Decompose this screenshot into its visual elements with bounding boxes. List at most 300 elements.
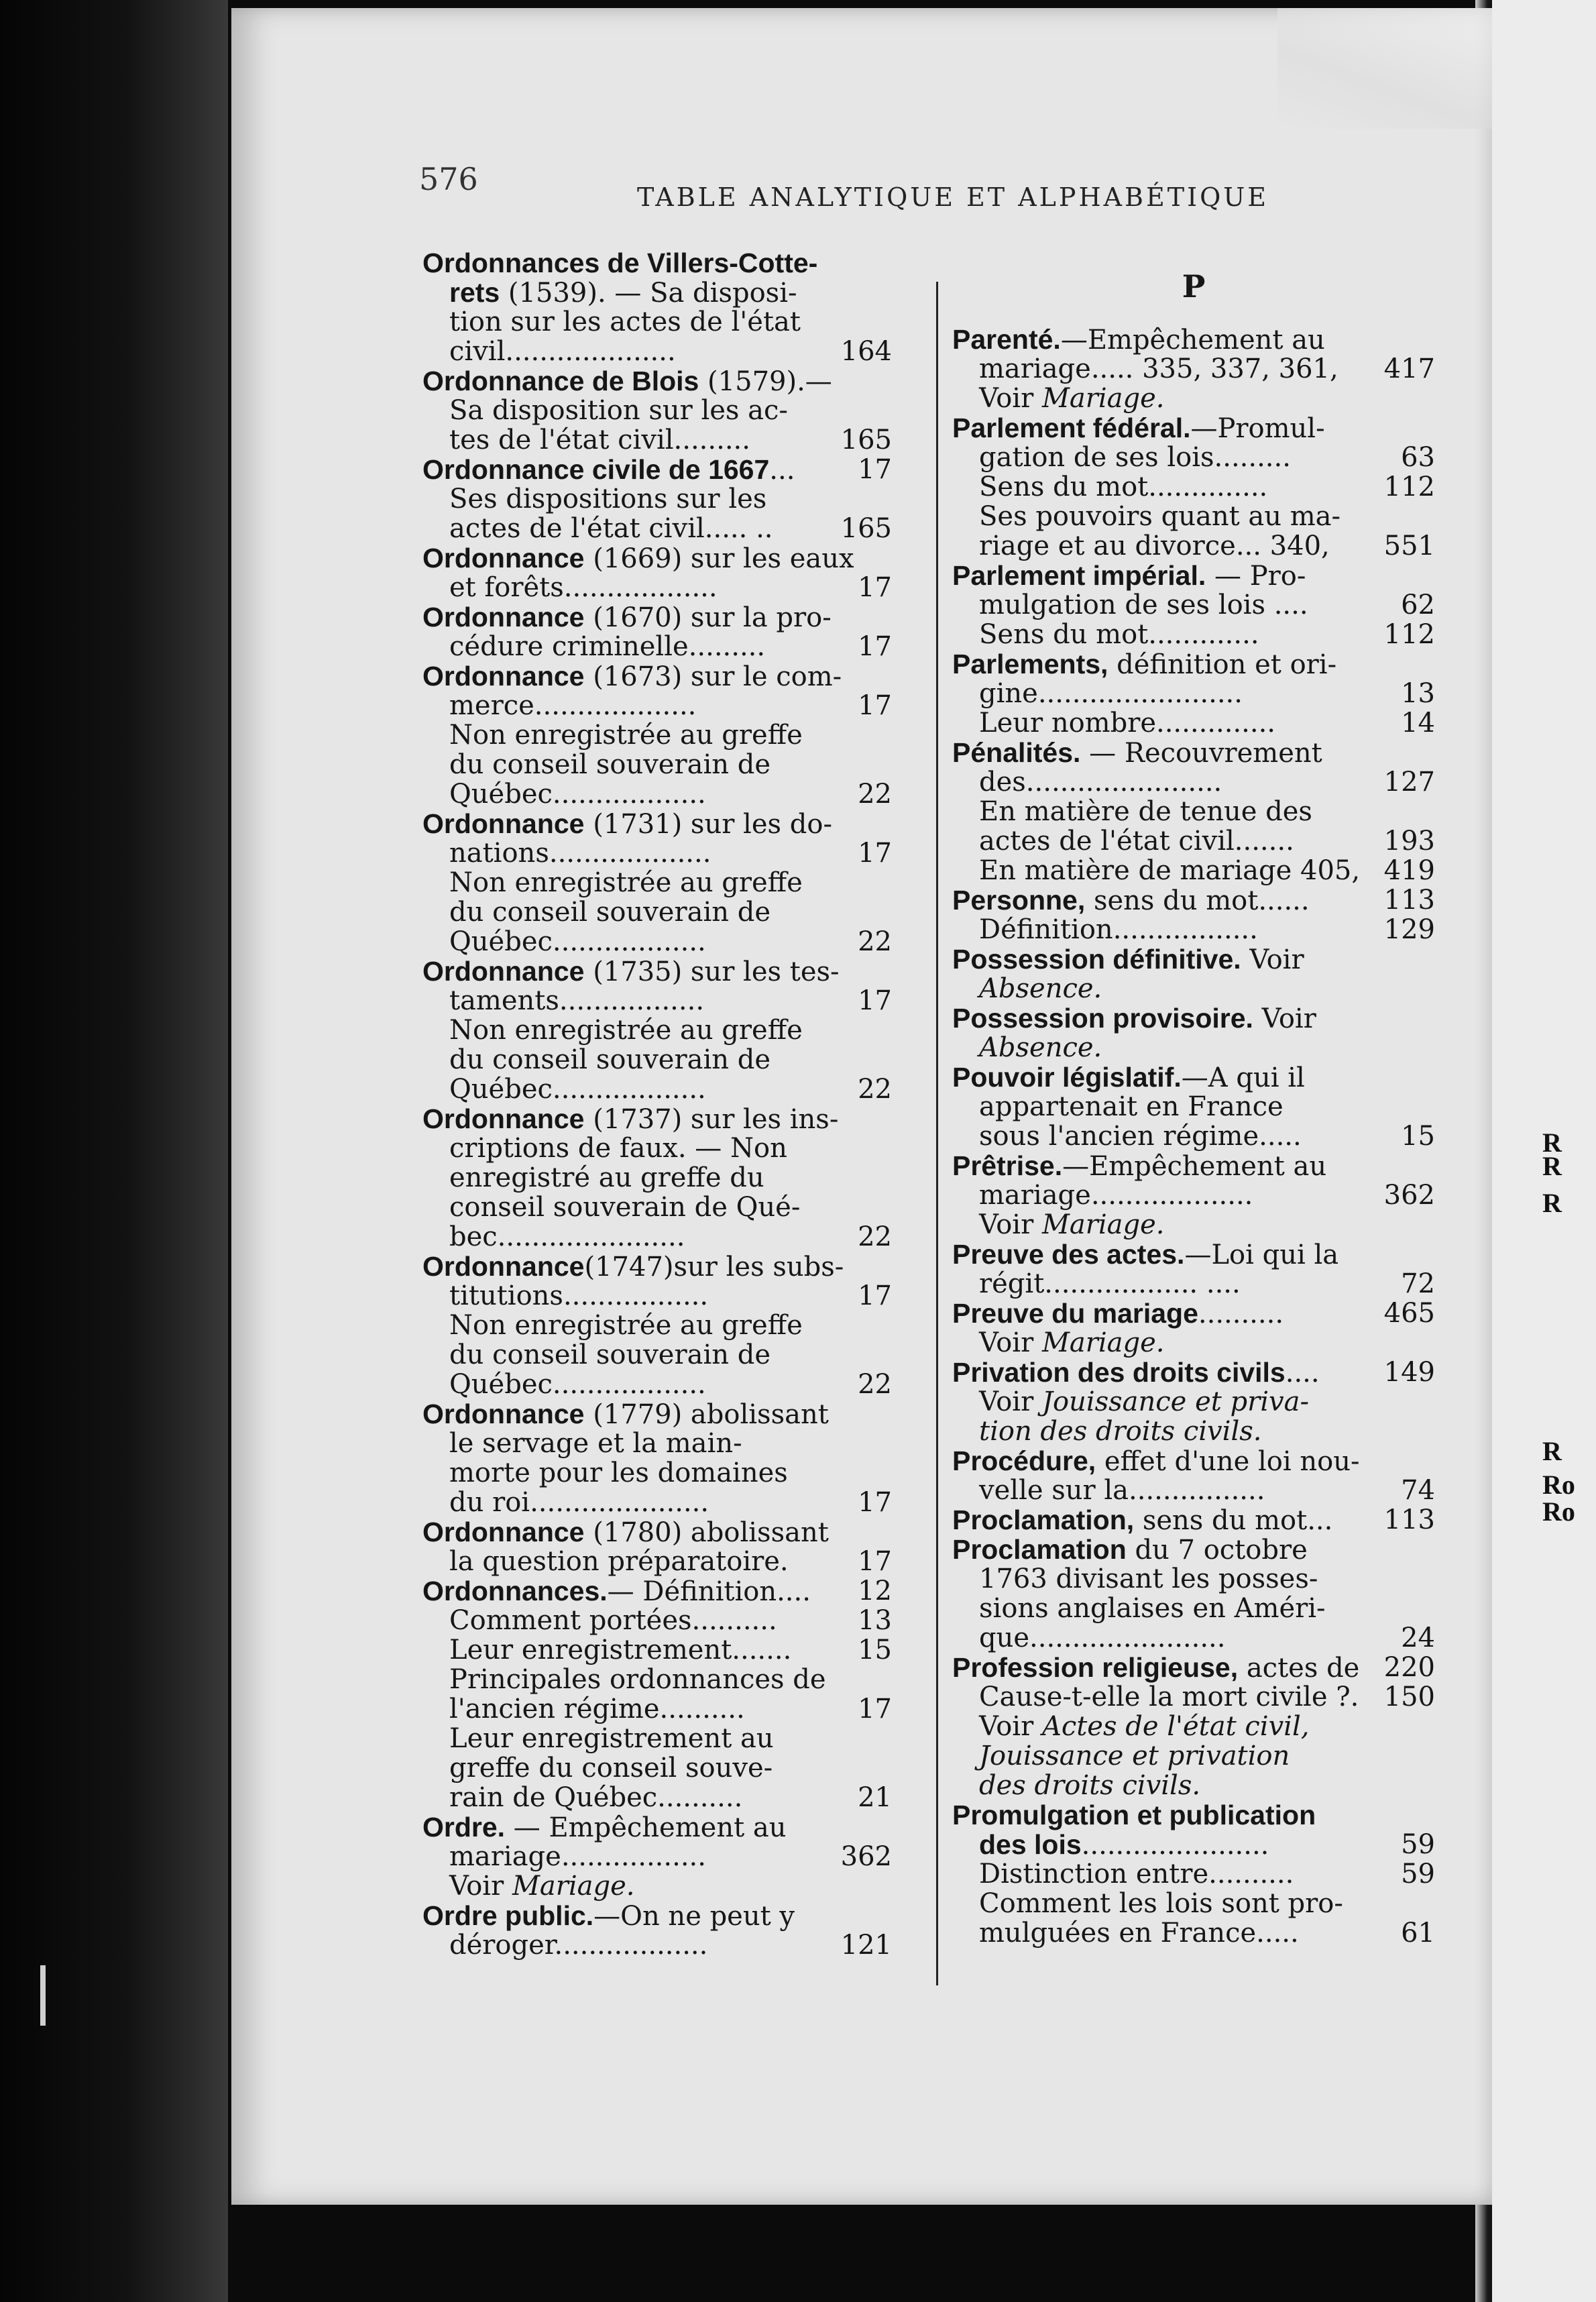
entry-text: du 7 octobre xyxy=(1126,1535,1308,1566)
entry-text: bec...................... xyxy=(449,1221,685,1252)
entry-line xyxy=(422,1045,892,1075)
entry-line xyxy=(422,691,892,720)
index-entry xyxy=(952,1240,1435,1299)
entry-line xyxy=(422,1724,892,1753)
next-page-fragment: R xyxy=(1542,1128,1562,1158)
entry-text: — Empêchement au xyxy=(505,1812,787,1843)
page-reference: 150 xyxy=(1383,1682,1435,1712)
index-entry xyxy=(952,1653,1435,1800)
entry-text: du conseil souverain de xyxy=(449,1044,771,1075)
entry-text: (1579).— xyxy=(699,366,832,397)
entry-line xyxy=(422,307,892,337)
entry-text: la question préparatoire. xyxy=(449,1546,789,1577)
entry-text: —On ne peut y xyxy=(593,1901,795,1932)
entry-text: ... xyxy=(769,455,795,486)
page-reference: 419 xyxy=(1383,855,1435,886)
entry-text: (1780) abolissant xyxy=(584,1517,829,1548)
index-entry xyxy=(952,325,1435,413)
page-reference: 15 xyxy=(858,1635,892,1665)
entry-line xyxy=(422,396,892,425)
entry-line xyxy=(952,620,1435,649)
entry-line xyxy=(952,826,1435,856)
entry-text: cédure criminelle......... xyxy=(449,631,766,662)
entry-text: conseil souverain de Qué- xyxy=(449,1192,801,1223)
index-entry xyxy=(422,1252,892,1399)
index-entry xyxy=(952,1151,1435,1240)
page-reference: 72 xyxy=(1401,1268,1435,1299)
headword: Possession provisoire. xyxy=(952,1003,1253,1034)
next-page-fragment: Ro xyxy=(1542,1496,1575,1527)
headword: Parenté. xyxy=(952,324,1061,355)
entry-line xyxy=(422,1665,892,1694)
entry-line xyxy=(952,1151,1435,1181)
entry-text: Cause-t-elle la mort civile ?. xyxy=(979,1682,1359,1712)
entry-text: Voir xyxy=(449,1871,512,1902)
page-reference: 15 xyxy=(1401,1121,1435,1152)
entry-text: (1779) abolissant xyxy=(584,1399,829,1430)
page-reference: 17 xyxy=(858,631,892,662)
entry-line xyxy=(952,1830,1435,1859)
entry-line xyxy=(952,1062,1435,1092)
page-reference: 113 xyxy=(1383,1504,1435,1535)
cross-reference: des droits civils. xyxy=(979,1770,1201,1801)
entry-line xyxy=(952,915,1435,944)
entry-text: Leur enregistrement....... xyxy=(449,1635,792,1665)
entry-line xyxy=(422,1753,892,1783)
headword: Profession religieuse, xyxy=(952,1652,1239,1683)
entry-text: du conseil souverain de xyxy=(449,749,771,780)
entry-text: merce................... xyxy=(449,690,697,721)
entry-line xyxy=(952,1387,1435,1417)
entry-text: régit.................. .... xyxy=(979,1268,1241,1299)
entry-text: le servage et la main- xyxy=(449,1428,742,1459)
headword: Ordonnance xyxy=(422,1103,585,1134)
entry-text: Québec.................. xyxy=(449,926,706,957)
entry-text: Voir xyxy=(979,383,1042,414)
entry-line xyxy=(422,1812,892,1842)
entry-line xyxy=(952,708,1435,738)
headword: rets xyxy=(449,277,500,308)
entry-line xyxy=(952,1476,1435,1505)
entry-line xyxy=(422,1163,892,1193)
headword: Privation des droits civils xyxy=(952,1357,1286,1388)
entry-text: Voir xyxy=(979,1327,1042,1358)
headword: Preuve des actes. xyxy=(952,1239,1185,1270)
page-reference: 17 xyxy=(858,1280,892,1311)
entry-line xyxy=(952,1771,1435,1800)
index-entry xyxy=(952,944,1435,1003)
entry-text: mariage................... xyxy=(979,1180,1253,1211)
entry-line xyxy=(952,1328,1435,1358)
headword: Pouvoir législatif. xyxy=(952,1062,1182,1093)
entry-line xyxy=(422,1458,892,1488)
headword: Ordonnance xyxy=(422,956,585,987)
entry-text: du conseil souverain de xyxy=(449,897,771,928)
entry-line xyxy=(952,1682,1435,1712)
page-reference: 164 xyxy=(840,336,892,367)
entry-text: —A qui il xyxy=(1181,1062,1305,1093)
entry-line xyxy=(422,632,892,661)
entry-text: taments................. xyxy=(449,985,705,1016)
entry-line xyxy=(952,443,1435,472)
entry-text: enregistré au greffe du xyxy=(449,1162,764,1193)
entry-line xyxy=(422,1429,892,1458)
headword: Possession définitive. xyxy=(952,944,1241,975)
page-reference: 220 xyxy=(1383,1652,1435,1683)
headword: Ordonnance xyxy=(422,602,585,633)
entry-line xyxy=(422,1016,892,1045)
headword: Ordonnance de Blois xyxy=(422,366,699,396)
next-page-fragment: Ro xyxy=(1542,1470,1575,1500)
page-reference: 17 xyxy=(858,572,892,603)
entry-line xyxy=(422,425,892,455)
entry-text: tion sur les actes de l'état xyxy=(449,307,801,337)
entry-line xyxy=(422,1871,892,1901)
entry-text: gine........................ xyxy=(979,678,1243,709)
entry-text: En matière de tenue des xyxy=(979,796,1312,827)
entry-text: (1737) sur les ins- xyxy=(584,1104,839,1135)
entry-line xyxy=(422,897,892,927)
entry-line xyxy=(422,1635,892,1665)
entry-line xyxy=(422,986,892,1016)
entry-line xyxy=(422,602,892,632)
headword: Ordre. xyxy=(422,1812,506,1843)
entry-text: — Recouvrement xyxy=(1080,738,1322,769)
entry-line xyxy=(952,1653,1435,1682)
cross-reference: Mariage. xyxy=(1041,1327,1165,1358)
next-page-fragment: R xyxy=(1542,1436,1562,1466)
index-entry xyxy=(952,561,1435,649)
entry-line xyxy=(952,531,1435,561)
entry-line xyxy=(952,767,1435,797)
cross-reference: tion des droits civils. xyxy=(979,1416,1262,1447)
entry-text: Voir xyxy=(979,1711,1042,1742)
index-entry xyxy=(422,1812,892,1901)
headword: Ordonnance xyxy=(422,1251,585,1282)
entry-line xyxy=(422,455,892,484)
entry-text: velle sur la................ xyxy=(979,1475,1265,1506)
entry-line xyxy=(952,944,1435,974)
entry-line xyxy=(952,413,1435,443)
page-reference: 17 xyxy=(858,1546,892,1577)
entry-line xyxy=(952,1889,1435,1918)
headword: Ordonnance xyxy=(422,808,585,839)
entry-text: Sens du mot............. xyxy=(979,619,1259,650)
index-entry xyxy=(952,738,1435,885)
entry-text: actes de l'état civil..... .. xyxy=(449,513,773,544)
entry-line xyxy=(952,1712,1435,1741)
entry-text: (1747)sur les subs- xyxy=(584,1252,844,1282)
entry-text: Québec.................. xyxy=(449,779,706,810)
entry-text: —Empêchement au xyxy=(1062,1151,1327,1182)
entry-line xyxy=(952,1594,1435,1623)
page-reference: 17 xyxy=(858,985,892,1016)
entry-line xyxy=(952,974,1435,1003)
entry-line xyxy=(952,1505,1435,1535)
entry-line xyxy=(952,1918,1435,1948)
index-entry xyxy=(422,1104,892,1252)
entry-line xyxy=(422,1783,892,1812)
page-number: 576 xyxy=(419,161,478,197)
page-reference: 113 xyxy=(1383,885,1435,916)
entry-text: Comment portées.......... xyxy=(449,1605,777,1636)
entry-line xyxy=(422,1517,892,1547)
page-reference: 12 xyxy=(858,1576,892,1606)
entry-line xyxy=(422,1901,892,1930)
headword: Procédure, xyxy=(952,1445,1096,1476)
left-binding-shadow xyxy=(0,0,228,2302)
entry-text: (1539). — Sa disposi- xyxy=(500,278,797,309)
index-entry xyxy=(422,455,892,543)
entry-text: Non enregistrée au greffe xyxy=(449,720,803,751)
entry-text: Définition................. xyxy=(979,914,1258,945)
entry-text: Voir xyxy=(1241,944,1304,975)
index-entry xyxy=(952,1535,1435,1653)
entry-line xyxy=(422,484,892,514)
entry-text: Voir xyxy=(979,1209,1042,1240)
entry-text: Non enregistrée au greffe xyxy=(449,867,803,898)
page-reference: 112 xyxy=(1383,619,1435,650)
entry-text: définition et ori- xyxy=(1108,649,1337,680)
page-reference: 17 xyxy=(858,1694,892,1724)
page-reference: 13 xyxy=(858,1605,892,1636)
headword: Ordonnances de Villers-Cotte- xyxy=(422,248,818,278)
entry-line xyxy=(422,1488,892,1517)
entry-text: sens du mot...... xyxy=(1085,885,1310,916)
entry-text: rain de Québec.......... xyxy=(449,1782,743,1813)
entry-line xyxy=(422,1606,892,1635)
entry-text: appartenait en France xyxy=(979,1091,1284,1122)
left-index-column xyxy=(422,248,892,1960)
headword: Ordonnance xyxy=(422,543,585,573)
page-reference: 22 xyxy=(858,1221,892,1252)
entry-line xyxy=(952,1210,1435,1240)
headword: Parlement fédéral. xyxy=(952,413,1191,443)
entry-text: tes de l'état civil......... xyxy=(449,425,750,455)
entry-text: (1731) sur les do- xyxy=(584,809,832,840)
headword: des lois xyxy=(979,1829,1082,1860)
page-curl xyxy=(1277,8,1492,129)
entry-line xyxy=(422,1252,892,1281)
entry-text: Sa disposition sur les ac- xyxy=(449,395,788,426)
index-entry xyxy=(422,1517,892,1576)
entry-text: civil.................... xyxy=(449,336,676,367)
entry-text: nations................... xyxy=(449,838,711,869)
index-entry xyxy=(422,1576,892,1812)
headword: Proclamation xyxy=(952,1534,1127,1565)
index-entry xyxy=(422,602,892,661)
entry-line xyxy=(422,366,892,396)
page-reference: 165 xyxy=(840,513,892,544)
entry-line xyxy=(952,856,1435,885)
entry-text: Ses dispositions sur les xyxy=(449,484,767,514)
entry-text: Comment les lois sont pro- xyxy=(979,1888,1343,1919)
page-reference: 74 xyxy=(1401,1475,1435,1506)
entry-line xyxy=(422,1547,892,1576)
entry-line xyxy=(952,1003,1435,1033)
entry-text: mariage................. xyxy=(449,1841,706,1872)
page-reference: 121 xyxy=(840,1930,892,1961)
page-reference: 59 xyxy=(1401,1829,1435,1860)
entry-text: l'ancien régime.......... xyxy=(449,1694,745,1724)
entry-line xyxy=(422,337,892,366)
right-index-column xyxy=(952,268,1435,1948)
index-entry xyxy=(422,661,892,809)
entry-line xyxy=(952,1564,1435,1594)
entry-line xyxy=(422,779,892,809)
entry-line xyxy=(422,750,892,779)
entry-text: mariage..... 335, 337, 361, xyxy=(979,353,1338,384)
entry-text: 1763 divisant les posses- xyxy=(979,1564,1318,1594)
headword: Pénalités. xyxy=(952,737,1081,768)
entry-line xyxy=(422,956,892,986)
entry-text: Principales ordonnances de xyxy=(449,1664,826,1695)
page-reference: 129 xyxy=(1383,914,1435,945)
entry-text: du conseil souverain de xyxy=(449,1339,771,1370)
index-entry xyxy=(952,413,1435,561)
index-entry xyxy=(422,1399,892,1517)
entry-text: actes de xyxy=(1238,1653,1360,1684)
entry-text: .......... xyxy=(1198,1299,1284,1329)
entry-text: greffe du conseil souve- xyxy=(449,1753,773,1784)
page-reference: 465 xyxy=(1383,1298,1435,1329)
headword: Proclamation, xyxy=(952,1504,1135,1535)
entry-text: titutions................. xyxy=(449,1280,709,1311)
entry-line xyxy=(952,384,1435,413)
entry-line xyxy=(952,1269,1435,1299)
cross-reference: Mariage. xyxy=(1041,383,1165,414)
index-entry xyxy=(422,1901,892,1960)
entry-line xyxy=(422,1930,892,1960)
entry-line xyxy=(952,1092,1435,1121)
entry-line xyxy=(952,1859,1435,1889)
page-reference: 62 xyxy=(1401,590,1435,620)
headword: Parlement impérial. xyxy=(952,560,1206,591)
entry-line xyxy=(952,1623,1435,1653)
headword: Ordonnance xyxy=(422,1399,585,1429)
entry-line xyxy=(952,472,1435,502)
page-reference: 17 xyxy=(858,454,892,485)
cross-reference: Absence. xyxy=(979,1032,1102,1063)
entry-line xyxy=(952,502,1435,531)
headword: Ordonnance civile de 1667 xyxy=(422,454,770,485)
index-entry xyxy=(422,248,892,366)
entry-line xyxy=(422,248,892,278)
entry-text: Québec.................. xyxy=(449,1369,706,1400)
entry-text: — Définition.... xyxy=(607,1576,811,1607)
entry-text: riage et au divorce... 340, xyxy=(979,531,1330,561)
entry-line xyxy=(422,1842,892,1871)
cross-reference: Jouissance et privation xyxy=(979,1741,1290,1771)
entry-line xyxy=(422,1311,892,1340)
index-entry xyxy=(952,1505,1435,1535)
entry-line xyxy=(422,809,892,838)
cross-reference: Actes de l'état civil, xyxy=(1041,1711,1310,1742)
index-entry xyxy=(952,1358,1435,1446)
entry-text: (1670) sur la pro- xyxy=(584,602,832,633)
entry-line xyxy=(952,885,1435,915)
entry-line xyxy=(422,1193,892,1222)
next-page-fragment: R xyxy=(1542,1151,1562,1181)
index-entry xyxy=(422,543,892,602)
column-rule xyxy=(936,282,938,1985)
entry-text: (1735) sur les tes- xyxy=(584,956,840,987)
entry-line xyxy=(952,1240,1435,1269)
entry-text: gation de ses lois......... xyxy=(979,442,1291,473)
entry-line xyxy=(952,354,1435,384)
entry-text: Ses pouvoirs quant au ma- xyxy=(979,501,1341,532)
entry-text: effet d'une loi nou- xyxy=(1096,1446,1360,1477)
entry-text: et forêts.................. xyxy=(449,572,718,603)
entry-line xyxy=(422,278,892,307)
entry-line xyxy=(952,1417,1435,1446)
index-entry xyxy=(952,649,1435,738)
entry-text: mulgation de ses lois .... xyxy=(979,590,1308,620)
page-reference: 551 xyxy=(1383,531,1435,561)
entry-text: des....................... xyxy=(979,767,1222,798)
entry-text: actes de l'état civil....... xyxy=(979,826,1294,857)
entry-text: Voir xyxy=(1253,1003,1316,1034)
entry-text: (1669) sur les eaux xyxy=(584,543,854,574)
section-letter: P xyxy=(1182,268,1206,305)
headword: Ordre public. xyxy=(422,1900,594,1931)
entry-text: (1673) sur le com- xyxy=(584,661,842,692)
headword: Personne, xyxy=(952,885,1086,916)
entry-text: —Loi qui la xyxy=(1184,1240,1339,1270)
entry-line xyxy=(952,325,1435,354)
entry-text: — Pro- xyxy=(1206,561,1306,592)
entry-line xyxy=(952,1181,1435,1210)
headword: Parlements, xyxy=(952,649,1108,679)
entry-line xyxy=(422,838,892,868)
entry-line xyxy=(952,561,1435,590)
entry-text: .... xyxy=(1285,1358,1320,1388)
headword: Ordonnances. xyxy=(422,1576,608,1606)
entry-line xyxy=(952,1741,1435,1771)
page-reference: 22 xyxy=(858,1074,892,1105)
entry-text: Non enregistrée au greffe xyxy=(449,1310,803,1341)
headword: Prêtrise. xyxy=(952,1150,1063,1181)
headword: Promulgation et publication xyxy=(952,1800,1316,1830)
page-reference: 22 xyxy=(858,779,892,810)
entry-line xyxy=(952,1446,1435,1476)
headword: Ordonnance xyxy=(422,1517,585,1547)
index-entry xyxy=(422,366,892,455)
page-reference: 13 xyxy=(1401,678,1435,709)
entry-text: ...................... xyxy=(1081,1830,1269,1861)
page-reference: 165 xyxy=(840,425,892,455)
gutter-mark xyxy=(40,1965,46,2026)
page-reference: 149 xyxy=(1383,1357,1435,1388)
entry-line xyxy=(952,797,1435,826)
entry-line xyxy=(952,1033,1435,1062)
entry-line xyxy=(952,1121,1435,1151)
entry-line xyxy=(422,1340,892,1370)
entry-text: En matière de mariage 405, xyxy=(979,855,1361,886)
entry-text: sions anglaises en Améri- xyxy=(979,1593,1326,1624)
entry-line xyxy=(422,1576,892,1606)
entry-line xyxy=(422,543,892,573)
page-reference: 63 xyxy=(1401,442,1435,473)
page-reference: 22 xyxy=(858,926,892,957)
right-entries xyxy=(952,325,1435,1948)
entry-line xyxy=(952,649,1435,679)
entry-line xyxy=(422,1134,892,1163)
page-reference: 112 xyxy=(1383,472,1435,502)
entry-line xyxy=(952,1800,1435,1830)
entry-line xyxy=(422,868,892,897)
entry-text: Sens du mot.............. xyxy=(979,472,1268,502)
